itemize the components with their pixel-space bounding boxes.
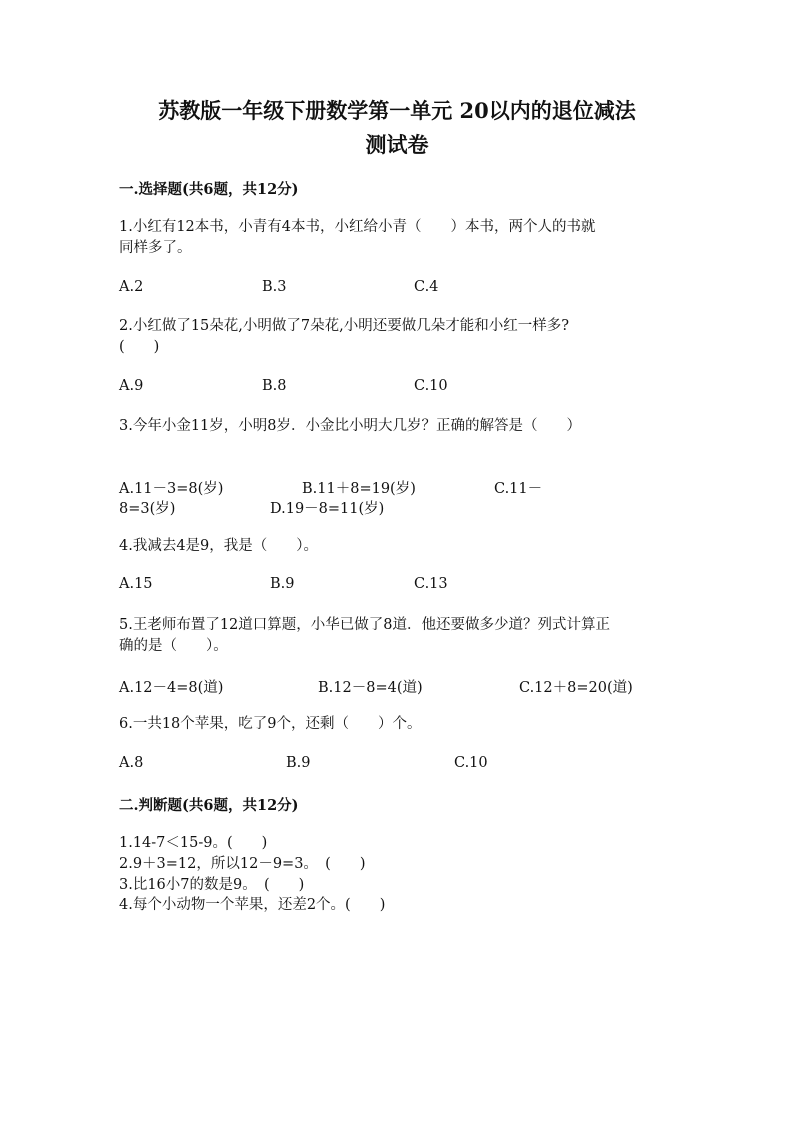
question-6-line1: 6.一共18个苹果，吃了9个，还剩（ ）个。	[119, 716, 422, 732]
q6-option-c: C.10	[454, 755, 488, 771]
q3-option-c-cont: 8=3(岁)	[119, 501, 176, 517]
q5-option-a: A.12－4=8(道)	[119, 680, 224, 696]
q3-option-b: B.11＋8=19(岁)	[302, 481, 416, 497]
question-3-line1: 3.今年小金11岁，小明8岁．小金比小明大几岁？正确的解答是（ ）	[119, 418, 582, 434]
section-heading-judgement: 二.判断题(共6题，共12分)	[119, 797, 299, 814]
question-1-line1: 1.小红有12本书，小青有4本书，小红给小青（ ）本书，两个人的书就	[119, 219, 596, 235]
q2-option-c: C.10	[414, 378, 448, 394]
question-1	[119, 217, 684, 259]
q3-option-a: A.11－3=8(岁)	[119, 481, 224, 497]
judgement-item-4: 4.每个小动物一个苹果，还差2个。( )	[119, 897, 386, 913]
exam-title-line1: 苏教版一年级下册数学第一单元 20以内的退位减法	[158, 98, 636, 123]
judgement-item-3: 3.比16小7的数是9。 ( )	[119, 877, 305, 893]
q5-option-b: B.12－8=4(道)	[318, 680, 423, 696]
q5-option-c: C.12＋8=20(道)	[519, 680, 633, 696]
question-5-line2: 确的是（ ）。	[119, 638, 228, 654]
q1-option-a: A.2	[119, 279, 144, 295]
question-5	[119, 615, 684, 657]
judgement-item-2: 2.9＋3=12，所以12－9=3。 ( )	[119, 856, 366, 872]
q2-option-a: A.9	[119, 378, 144, 394]
question-1-line2: 同样多了。	[119, 240, 192, 256]
q2-option-b: B.8	[262, 378, 287, 394]
question-4	[119, 536, 684, 557]
section-heading-choice: 一.选择题(共6题，共12分)	[119, 181, 299, 198]
q3-option-c: C.11－	[494, 481, 543, 497]
q1-option-c: C.4	[414, 279, 439, 295]
q1-option-b: B.3	[262, 279, 287, 295]
question-5-line1: 5.王老师布置了12道口算题，小华已做了8道．他还要做多少道？列式计算正	[119, 617, 611, 633]
question-2	[119, 316, 684, 358]
question-3	[119, 416, 684, 437]
question-2-line1: 2.小红做了15朵花,小明做了7朵花,小明还要做几朵才能和小红一样多?	[119, 318, 570, 334]
question-4-line1: 4.我减去4是9，我是（ ）。	[119, 538, 319, 554]
question-2-line2: ( )	[119, 339, 160, 355]
q6-option-a: A.8	[119, 755, 144, 771]
q4-option-c: C.13	[414, 576, 448, 592]
judgement-item-1: 1.14-7＜15-9。( )	[119, 835, 268, 851]
exam-title-line2: 测试卷	[365, 132, 429, 157]
q3-option-d: D.19－8=11(岁)	[270, 501, 385, 517]
q4-option-a: A.15	[119, 576, 153, 592]
q6-option-b: B.9	[286, 755, 311, 771]
q4-option-b: B.9	[270, 576, 295, 592]
question-6	[119, 714, 684, 735]
